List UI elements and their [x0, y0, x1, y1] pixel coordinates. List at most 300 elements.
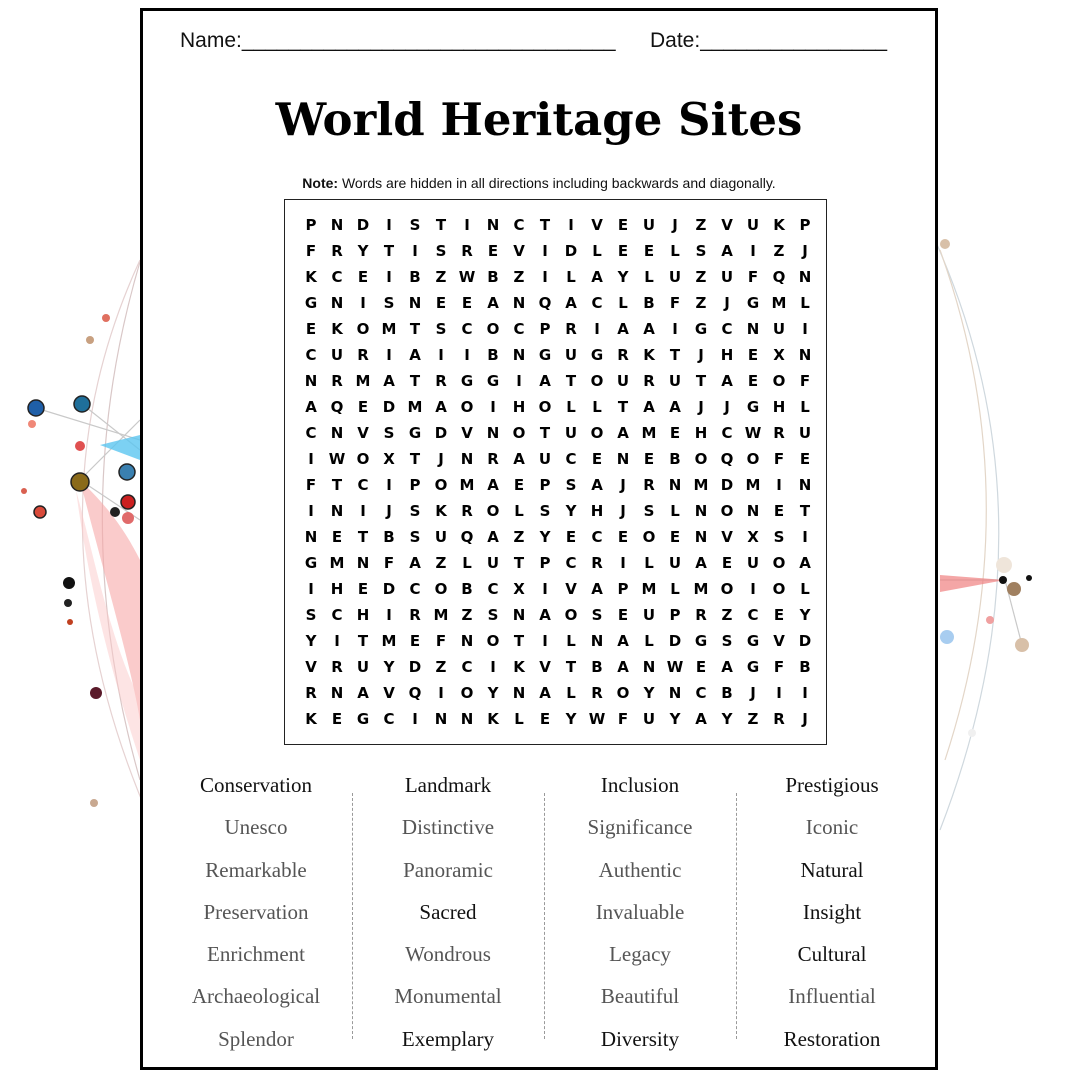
grid-letter[interactable]: A [539, 606, 551, 624]
grid-letter[interactable]: X [773, 346, 785, 364]
grid-letter[interactable]: A [591, 476, 603, 494]
grid-letter[interactable]: I [750, 242, 756, 260]
grid-letter[interactable]: B [643, 294, 655, 312]
grid-letter[interactable]: C [513, 216, 525, 234]
grid-letter[interactable]: C [461, 320, 473, 338]
grid-letter[interactable]: S [383, 294, 395, 312]
grid-letter[interactable]: N [304, 372, 318, 390]
grid-letter[interactable]: C [695, 684, 707, 702]
grid-letter[interactable]: I [334, 632, 340, 650]
grid-letter[interactable]: W [666, 658, 684, 676]
grid-letter[interactable]: J [750, 684, 756, 702]
grid-letter[interactable]: O [772, 372, 786, 390]
grid-letter[interactable]: K [773, 216, 785, 234]
grid-letter[interactable]: P [669, 606, 681, 624]
grid-letter[interactable]: F [773, 658, 785, 676]
grid-letter[interactable]: N [798, 476, 812, 494]
grid-letter[interactable]: T [565, 372, 577, 390]
grid-letter[interactable]: E [539, 710, 551, 728]
grid-letter[interactable]: U [564, 424, 578, 442]
grid-letter[interactable]: Y [487, 684, 499, 702]
grid-letter[interactable]: P [539, 554, 551, 572]
grid-letter[interactable]: R [591, 554, 603, 572]
grid-letter[interactable]: U [616, 372, 630, 390]
grid-letter[interactable]: O [772, 580, 786, 598]
grid-letter[interactable]: R [331, 372, 343, 390]
grid-letter[interactable]: Z [513, 528, 525, 546]
grid-letter[interactable]: N [590, 632, 604, 650]
grid-letter[interactable]: E [617, 216, 629, 234]
grid-letter[interactable]: I [386, 268, 392, 286]
grid-letter[interactable]: I [516, 372, 522, 390]
grid-letter[interactable]: Q [538, 294, 552, 312]
grid-letter[interactable]: A [305, 398, 317, 416]
grid-letter[interactable]: M [381, 320, 397, 338]
grid-letter[interactable]: E [331, 528, 343, 546]
grid-letter[interactable]: N [512, 294, 526, 312]
grid-letter[interactable]: C [591, 294, 603, 312]
grid-letter[interactable]: O [590, 372, 604, 390]
grid-letter[interactable]: A [487, 294, 499, 312]
grid-letter[interactable]: E [799, 450, 811, 468]
grid-letter[interactable]: W [328, 450, 346, 468]
grid-letter[interactable]: M [355, 372, 371, 390]
grid-letter[interactable]: A [487, 528, 499, 546]
grid-letter[interactable]: B [409, 268, 421, 286]
grid-letter[interactable]: Q [408, 684, 422, 702]
grid-letter[interactable]: N [304, 528, 318, 546]
grid-letter[interactable]: A [617, 320, 629, 338]
grid-letter[interactable]: B [669, 450, 681, 468]
grid-letter[interactable]: A [435, 398, 447, 416]
grid-letter[interactable]: H [772, 398, 786, 416]
grid-letter[interactable]: S [591, 606, 603, 624]
grid-letter[interactable]: U [330, 346, 344, 364]
grid-letter[interactable]: E [487, 242, 499, 260]
grid-letter[interactable]: B [461, 580, 473, 598]
grid-letter[interactable]: A [617, 658, 629, 676]
grid-letter[interactable]: P [799, 216, 811, 234]
grid-letter[interactable]: B [721, 684, 733, 702]
grid-letter[interactable]: O [746, 450, 760, 468]
grid-letter[interactable]: A [409, 554, 421, 572]
grid-letter[interactable]: G [304, 554, 318, 572]
grid-letter[interactable]: O [434, 580, 448, 598]
grid-letter[interactable]: A [409, 346, 421, 364]
grid-letter[interactable]: T [513, 632, 525, 650]
grid-letter[interactable]: R [617, 346, 629, 364]
grid-letter[interactable]: M [745, 476, 761, 494]
grid-letter[interactable]: F [669, 294, 681, 312]
grid-letter[interactable]: R [565, 320, 577, 338]
grid-letter[interactable]: L [670, 242, 680, 260]
grid-letter[interactable]: O [720, 502, 734, 520]
grid-letter[interactable]: E [669, 424, 681, 442]
grid-letter[interactable]: C [461, 658, 473, 676]
grid-letter[interactable]: C [305, 346, 317, 364]
grid-letter[interactable]: M [459, 476, 475, 494]
grid-letter[interactable]: K [331, 320, 343, 338]
grid-letter[interactable]: I [386, 346, 392, 364]
grid-letter[interactable]: A [591, 268, 603, 286]
grid-letter[interactable]: N [434, 710, 448, 728]
grid-letter[interactable]: F [747, 268, 759, 286]
grid-letter[interactable]: T [409, 372, 421, 390]
grid-letter[interactable]: C [305, 424, 317, 442]
grid-letter[interactable]: M [693, 476, 709, 494]
grid-letter[interactable]: P [539, 320, 551, 338]
grid-letter[interactable]: L [566, 398, 576, 416]
grid-letter[interactable]: R [331, 242, 343, 260]
grid-letter[interactable]: L [644, 268, 654, 286]
grid-letter[interactable]: N [512, 346, 526, 364]
grid-letter[interactable]: S [409, 216, 421, 234]
grid-letter[interactable]: G [356, 710, 370, 728]
grid-letter[interactable]: Y [539, 528, 551, 546]
grid-letter[interactable]: S [565, 476, 577, 494]
grid-letter[interactable]: S [721, 632, 733, 650]
grid-letter[interactable]: C [331, 268, 343, 286]
grid-letter[interactable]: V [539, 658, 551, 676]
grid-letter[interactable]: A [617, 424, 629, 442]
grid-letter[interactable]: T [799, 502, 811, 520]
grid-letter[interactable]: V [591, 216, 603, 234]
grid-letter[interactable]: E [721, 554, 733, 572]
grid-letter[interactable]: C [487, 580, 499, 598]
grid-letter[interactable]: N [746, 502, 760, 520]
grid-letter[interactable]: L [670, 580, 680, 598]
grid-letter[interactable]: Y [565, 710, 577, 728]
grid-letter[interactable]: V [721, 216, 733, 234]
grid-letter[interactable]: C [383, 710, 395, 728]
grid-letter[interactable]: C [721, 424, 733, 442]
grid-letter[interactable]: B [487, 268, 499, 286]
grid-letter[interactable]: E [357, 268, 369, 286]
grid-letter[interactable]: Z [461, 606, 473, 624]
grid-letter[interactable]: J [620, 502, 626, 520]
grid-letter[interactable]: G [304, 294, 318, 312]
grid-letter[interactable]: J [698, 398, 704, 416]
grid-letter[interactable]: E [409, 632, 421, 650]
grid-letter[interactable]: U [720, 268, 734, 286]
grid-letter[interactable]: I [386, 476, 392, 494]
grid-letter[interactable]: I [308, 502, 314, 520]
grid-letter[interactable]: I [412, 710, 418, 728]
grid-letter[interactable]: B [591, 658, 603, 676]
grid-letter[interactable]: N [746, 320, 760, 338]
grid-letter[interactable]: S [409, 528, 421, 546]
grid-letter[interactable]: T [669, 346, 681, 364]
grid-letter[interactable]: C [331, 606, 343, 624]
grid-letter[interactable]: G [746, 398, 760, 416]
grid-letter[interactable]: M [329, 554, 345, 572]
grid-letter[interactable]: F [383, 554, 395, 572]
grid-letter[interactable]: A [721, 372, 733, 390]
grid-letter[interactable]: O [694, 450, 708, 468]
grid-letter[interactable]: I [568, 216, 574, 234]
grid-letter[interactable]: E [773, 502, 785, 520]
grid-letter[interactable]: E [513, 476, 525, 494]
grid-letter[interactable]: A [539, 684, 551, 702]
grid-letter[interactable]: K [305, 710, 317, 728]
grid-letter[interactable]: R [487, 450, 499, 468]
grid-letter[interactable]: M [771, 294, 787, 312]
grid-letter[interactable]: E [357, 580, 369, 598]
grid-letter[interactable]: R [695, 606, 707, 624]
grid-letter[interactable]: H [512, 398, 526, 416]
grid-letter[interactable]: I [386, 606, 392, 624]
grid-letter[interactable]: N [668, 476, 682, 494]
grid-letter[interactable]: J [438, 450, 444, 468]
grid-letter[interactable]: E [565, 528, 577, 546]
grid-letter[interactable]: O [356, 320, 370, 338]
grid-letter[interactable]: R [435, 372, 447, 390]
grid-letter[interactable]: U [642, 710, 656, 728]
grid-letter[interactable]: J [802, 242, 808, 260]
grid-letter[interactable]: L [800, 294, 810, 312]
grid-letter[interactable]: U [668, 554, 682, 572]
grid-letter[interactable]: L [800, 580, 810, 598]
grid-letter[interactable]: E [695, 658, 707, 676]
grid-letter[interactable]: H [330, 580, 344, 598]
grid-letter[interactable]: E [305, 320, 317, 338]
grid-letter[interactable]: S [487, 606, 499, 624]
grid-letter[interactable]: F [799, 372, 811, 390]
grid-letter[interactable]: D [382, 398, 396, 416]
grid-letter[interactable]: Y [799, 606, 811, 624]
grid-letter[interactable]: J [620, 476, 626, 494]
grid-letter[interactable]: L [514, 502, 524, 520]
grid-letter[interactable]: R [461, 502, 473, 520]
grid-letter[interactable]: E [617, 242, 629, 260]
grid-letter[interactable]: I [308, 450, 314, 468]
grid-letter[interactable]: G [694, 320, 708, 338]
grid-letter[interactable]: N [512, 606, 526, 624]
grid-letter[interactable]: N [486, 424, 500, 442]
grid-letter[interactable]: S [695, 242, 707, 260]
grid-letter[interactable]: Z [747, 710, 759, 728]
grid-letter[interactable]: U [772, 320, 786, 338]
grid-letter[interactable]: X [513, 580, 525, 598]
grid-letter[interactable]: U [668, 372, 682, 390]
grid-letter[interactable]: K [487, 710, 499, 728]
grid-letter[interactable]: O [616, 684, 630, 702]
grid-letter[interactable]: N [330, 502, 344, 520]
grid-letter[interactable]: N [330, 216, 344, 234]
grid-letter[interactable]: Y [643, 684, 655, 702]
grid-letter[interactable]: W [744, 424, 762, 442]
grid-letter[interactable]: O [590, 424, 604, 442]
grid-letter[interactable]: I [776, 476, 782, 494]
grid-letter[interactable]: A [357, 684, 369, 702]
grid-letter[interactable]: I [802, 684, 808, 702]
grid-letter[interactable]: Z [513, 268, 525, 286]
grid-letter[interactable]: I [438, 684, 444, 702]
grid-letter[interactable]: U [434, 528, 448, 546]
grid-letter[interactable]: F [617, 710, 629, 728]
grid-letter[interactable]: G [746, 632, 760, 650]
grid-letter[interactable]: P [617, 580, 629, 598]
grid-letter[interactable]: N [512, 684, 526, 702]
grid-letter[interactable]: S [383, 424, 395, 442]
grid-letter[interactable]: V [565, 580, 577, 598]
grid-letter[interactable]: E [435, 294, 447, 312]
grid-letter[interactable]: N [330, 294, 344, 312]
grid-letter[interactable]: Q [720, 450, 734, 468]
grid-letter[interactable]: Z [435, 268, 447, 286]
grid-letter[interactable]: T [695, 372, 707, 390]
grid-letter[interactable]: D [668, 632, 682, 650]
grid-letter[interactable]: D [434, 424, 448, 442]
grid-letter[interactable]: N [798, 268, 812, 286]
grid-letter[interactable]: C [513, 320, 525, 338]
grid-letter[interactable]: E [591, 450, 603, 468]
grid-letter[interactable]: I [464, 216, 470, 234]
grid-letter[interactable]: E [669, 528, 681, 546]
grid-letter[interactable]: I [750, 580, 756, 598]
grid-letter[interactable]: I [438, 346, 444, 364]
grid-letter[interactable]: G [590, 346, 604, 364]
grid-letter[interactable]: L [800, 398, 810, 416]
grid-letter[interactable]: Q [772, 268, 786, 286]
grid-letter[interactable]: A [721, 242, 733, 260]
grid-letter[interactable]: V [383, 684, 395, 702]
grid-letter[interactable]: Y [669, 710, 681, 728]
grid-letter[interactable]: O [564, 606, 578, 624]
grid-letter[interactable]: T [539, 216, 551, 234]
grid-letter[interactable]: M [641, 580, 657, 598]
grid-letter[interactable]: T [539, 424, 551, 442]
grid-letter[interactable]: F [305, 476, 317, 494]
grid-letter[interactable]: J [724, 294, 730, 312]
grid-letter[interactable]: I [464, 346, 470, 364]
grid-letter[interactable]: N [408, 294, 422, 312]
grid-letter[interactable]: S [435, 320, 447, 338]
grid-letter[interactable]: H [720, 346, 734, 364]
grid-letter[interactable]: O [486, 502, 500, 520]
grid-letter[interactable]: Z [435, 658, 447, 676]
grid-letter[interactable]: C [409, 580, 421, 598]
grid-letter[interactable]: G [746, 658, 760, 676]
grid-letter[interactable]: N [798, 346, 812, 364]
grid-letter[interactable]: E [617, 606, 629, 624]
grid-letter[interactable]: O [512, 424, 526, 442]
grid-letter[interactable]: A [799, 554, 811, 572]
grid-letter[interactable]: K [513, 658, 525, 676]
grid-letter[interactable]: E [331, 710, 343, 728]
grid-letter[interactable]: D [408, 658, 422, 676]
grid-letter[interactable]: H [356, 606, 370, 624]
grid-letter[interactable]: G [746, 294, 760, 312]
grid-letter[interactable]: M [433, 606, 449, 624]
grid-letter[interactable]: O [720, 580, 734, 598]
grid-letter[interactable]: S [305, 606, 317, 624]
grid-letter[interactable]: R [773, 424, 785, 442]
grid-letter[interactable]: E [357, 398, 369, 416]
grid-letter[interactable]: U [642, 216, 656, 234]
grid-letter[interactable]: A [643, 320, 655, 338]
grid-letter[interactable]: O [642, 528, 656, 546]
grid-letter[interactable]: W [458, 268, 476, 286]
grid-letter[interactable]: D [798, 632, 812, 650]
grid-letter[interactable]: E [747, 372, 759, 390]
grid-letter[interactable]: U [564, 346, 578, 364]
grid-letter[interactable]: J [386, 502, 392, 520]
grid-letter[interactable]: L [514, 710, 524, 728]
grid-letter[interactable]: U [642, 606, 656, 624]
grid-letter[interactable]: G [408, 424, 422, 442]
grid-letter[interactable]: X [747, 528, 759, 546]
grid-letter[interactable]: T [331, 476, 343, 494]
grid-letter[interactable]: I [386, 216, 392, 234]
grid-letter[interactable]: T [617, 398, 629, 416]
grid-letter[interactable]: G [538, 346, 552, 364]
grid-letter[interactable]: T [357, 528, 369, 546]
grid-letter[interactable]: N [486, 216, 500, 234]
grid-letter[interactable]: I [802, 320, 808, 338]
grid-letter[interactable]: N [460, 632, 474, 650]
grid-letter[interactable]: E [617, 528, 629, 546]
grid-letter[interactable]: E [461, 294, 473, 312]
grid-letter[interactable]: T [409, 320, 421, 338]
grid-letter[interactable]: Y [565, 502, 577, 520]
grid-letter[interactable]: W [588, 710, 606, 728]
grid-letter[interactable]: V [357, 424, 369, 442]
grid-letter[interactable]: U [798, 424, 812, 442]
grid-letter[interactable]: I [620, 554, 626, 572]
grid-letter[interactable]: J [802, 710, 808, 728]
grid-letter[interactable]: I [594, 320, 600, 338]
grid-letter[interactable]: F [773, 450, 785, 468]
grid-letter[interactable]: S [643, 502, 655, 520]
grid-letter[interactable]: V [461, 424, 473, 442]
grid-letter[interactable]: B [487, 346, 499, 364]
grid-letter[interactable]: A [721, 658, 733, 676]
grid-letter[interactable]: U [746, 554, 760, 572]
grid-letter[interactable]: Y [721, 710, 733, 728]
grid-letter[interactable]: V [513, 242, 525, 260]
grid-letter[interactable]: C [721, 320, 733, 338]
grid-letter[interactable]: R [773, 710, 785, 728]
grid-letter[interactable]: Q [460, 528, 474, 546]
grid-letter[interactable]: Z [773, 242, 785, 260]
grid-letter[interactable]: N [460, 450, 474, 468]
grid-letter[interactable]: J [698, 346, 704, 364]
grid-letter[interactable]: D [564, 242, 578, 260]
grid-letter[interactable]: T [435, 216, 447, 234]
grid-letter[interactable]: O [434, 476, 448, 494]
grid-letter[interactable]: R [331, 658, 343, 676]
grid-letter[interactable]: M [381, 632, 397, 650]
grid-letter[interactable]: N [356, 554, 370, 572]
grid-letter[interactable]: C [591, 528, 603, 546]
grid-letter[interactable]: Y [383, 658, 395, 676]
grid-letter[interactable]: B [383, 528, 395, 546]
grid-letter[interactable]: K [643, 346, 655, 364]
grid-letter[interactable]: N [694, 502, 708, 520]
grid-letter[interactable]: A [513, 450, 525, 468]
grid-letter[interactable]: R [305, 684, 317, 702]
grid-letter[interactable]: O [460, 684, 474, 702]
grid-letter[interactable]: N [668, 684, 682, 702]
grid-letter[interactable]: I [308, 580, 314, 598]
grid-letter[interactable]: R [357, 346, 369, 364]
grid-letter[interactable]: N [460, 710, 474, 728]
grid-letter[interactable]: I [360, 294, 366, 312]
grid-letter[interactable]: F [305, 242, 317, 260]
grid-letter[interactable]: S [773, 528, 785, 546]
grid-letter[interactable]: A [383, 372, 395, 390]
